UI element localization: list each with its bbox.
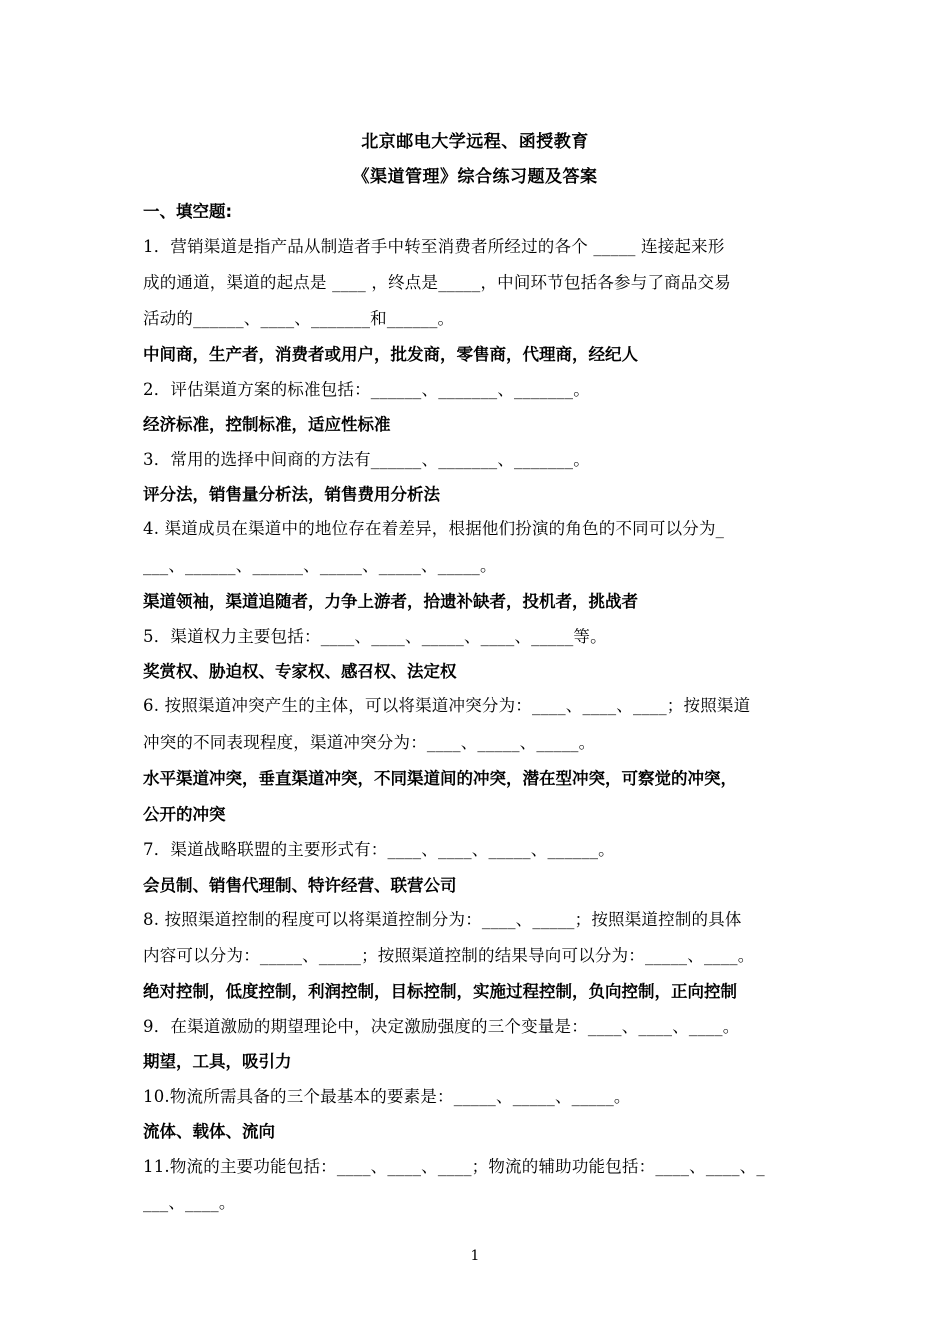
question-line: 9．在渠道激励的期望理论中，决定激励强度的三个变量是：____、____、____。 [143,1017,740,1036]
page-number: 1 [470,1248,480,1264]
question-line: ___、______、______、_____、_____、_____。 [143,556,497,575]
question-line: 6. 按照渠道冲突产生的主体，可以将渠道冲突分为：____、____、____；按照渠道 [143,696,751,715]
answer-line: 绝对控制，低度控制，利润控制，目标控制，实施过程控制，负向控制，正向控制 [143,982,737,1001]
question-line: 3．常用的选择中间商的方法有______、_______、_______。 [143,450,590,469]
answer-line: 渠道领袖，渠道追随者，力争上游者，拾遗补缺者，投机者，挑战者 [143,592,638,611]
question-line: 1．营销渠道是指产品从制造者手中转至消费者所经过的各个 _____ 连接起来形 [143,237,725,256]
document-title: 北京邮电大学远程、函授教育 [361,132,589,152]
answer-line: 水平渠道冲突，垂直渠道冲突，不同渠道间的冲突，潜在型冲突，可察觉的冲突， [143,769,737,788]
answer-line: 期望，工具，吸引力 [143,1052,292,1071]
answer-line: 经济标准，控制标准，适应性标准 [143,415,391,434]
question-line: 10.物流所需具备的三个最基本的要素是：_____、_____、_____。 [143,1087,631,1106]
question-line: 8. 按照渠道控制的程度可以将渠道控制分为：____、_____；按照渠道控制的具体 [143,910,742,929]
question-line: 内容可以分为：_____、_____；按照渠道控制的结果导向可以分为：_____、____。 [143,946,755,965]
question-line: 冲突的不同表现程度，渠道冲突分为：____、_____、_____。 [143,733,596,752]
section-heading: 一、填空题: [143,202,233,221]
question-line: 7．渠道战略联盟的主要形式有：____、____、_____、______。 [143,840,615,859]
question-line: 11.物流的主要功能包括：____、____、____；物流的辅助功能包括：____、____、_ [143,1157,765,1176]
document-subtitle: 《渠道管理》综合练习题及答案 [352,167,598,187]
question-line: 2．评估渠道方案的标准包括：______、_______、_______。 [143,380,590,399]
answer-line: 公开的冲突 [143,805,226,824]
question-line: ___、____。 [143,1193,236,1212]
answer-line: 流体、载体、流向 [143,1122,275,1141]
question-line: 5．渠道权力主要包括：____、____、_____、____、_____等。 [143,627,607,646]
question-line: 4. 渠道成员在渠道中的地位存在着差异，根据他们扮演的角色的不同可以分为_ [143,519,725,538]
answer-line: 奖赏权、胁迫权、专家权、感召权、法定权 [143,662,457,681]
answer-line: 会员制、销售代理制、特许经营、联营公司 [143,876,457,895]
answer-line: 评分法，销售量分析法，销售费用分析法 [143,485,440,504]
answer-line: 中间商，生产者，消费者或用户，批发商，零售商，代理商，经纪人 [143,345,638,364]
question-line: 成的通道，渠道的起点是 ____ ，终点是_____，中间环节包括各参与了商品交易 [143,273,731,292]
question-line: 活动的______、____、_______和______。 [143,309,455,328]
